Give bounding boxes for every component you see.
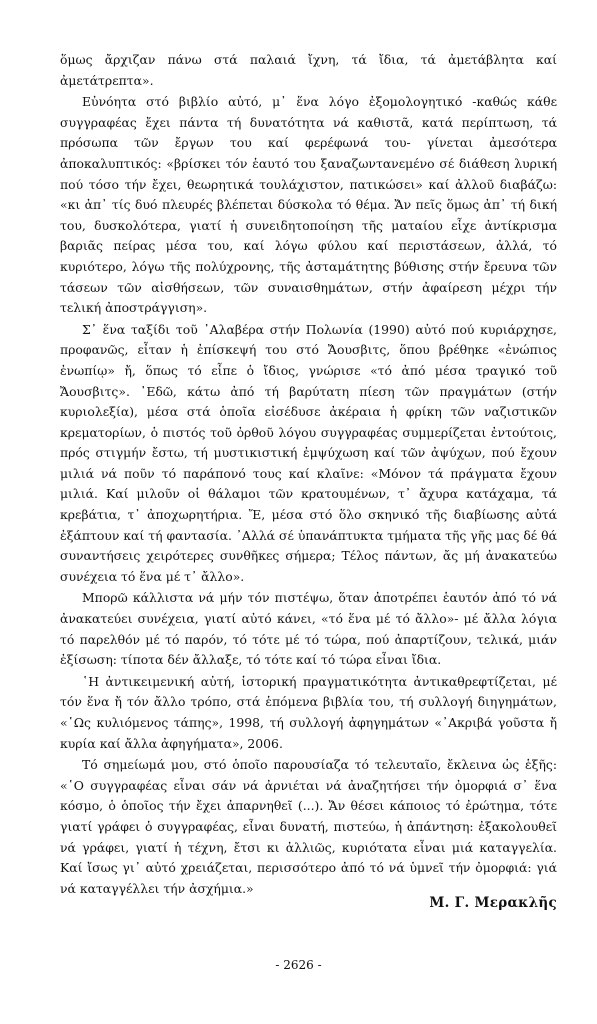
paragraph-3: Σ᾽ ἕνα ταξίδι τοῦ ᾽Αλαβέρα στήν Πολωνία (1990) αὐτό πού κυριάρχησε, προφανῶς, εἶταν ἡ ἐπίσκεψή του στό Ἄουσβιτς, ὅπου βρέθηκε «ἐνώπιος ἐνωπίῳ» ἤ, ὅπως τό εἶπε ὁ ἴδιος, γνώρισε «τό ἀπό μέσα τραγικό τοῦ Ἄουσβιτς». ᾽Εδῶ, κάτω ἀπό τή βαρύτατη πίεση τῶν πραγμάτων (στήν κυριολεξία), μέσα στά ὁποῖα εἰσέδυσε ἀκέραια ἡ φρίκη τῶν ναζιστικῶν κρεματορίων, ὁ πιστός τοῦ ὀρθοῦ λόγου συγγραφέας συμμερίζεται ἐντούτοις, πρός στιγμήν ἔστω, τή μυστικιστική ἐμψύχωση καί τῶν ἀψύχων, πού ἔχουν μιλιά νά ποῦν τό παράπονό τους καί κλαῖνε: «Μόνον τά πράγματα ἔχουν μιλιά. Καί μιλοῦν οἱ θάλαμοι τῶν κρατουμένων, τ᾽ ἄχυρα κατάχαμα, τά κρεβάτια, τ᾽ ἀποχωρητήρια. Ἔ, μέσα στό ὅλο σκηνικό τῆς διαβίωσης αὐτά ἐξάπτουν καί τή φαντασία. ᾽Αλλά σέ ὑπανάπτυκτα τμήματα τῆς γῆς μας δέ θά συναντήσεις χειρότερες συνθῆκες σήμερα; Τέλος πάντων, ἄς μή ἀνακατεύω συνέχεια τό ἕνα μέ τ᾽ ἄλλο». <box>60 321 557 584</box>
paragraph-1: ὅμως ἄρχιζαν πάνω στά παλαιά ἴχνη, τά ἴδια, τά ἀμετάβλητα καί ἀμετάτρεπτα». <box>60 52 557 88</box>
paragraph-6: Τό σημείωμά μου, στό ὁποῖο παρουσίαζα τό τελευταῖο, ἔκλεινα ὡς ἑξῆς: «῾Ο συγγραφέας εἶναι σάν νά ἀρνιέται νά ἀναζητήσει τήν ὀμορφιά σ᾽ ἕνα κόσμο, ὁ ὁποῖος τήν ἔχει ἀπαρνηθεῖ (...). Ἄν θέσει κάποιος τό ἐρώτημα, τότε γιατί γράφει ὁ συγγραφέας, εἶναι δυνατή, πιστεύω, ἡ ἀπάντηση: ἐξακολουθεῖ νά γράφει, γιατί ἡ τέχνη, ἔτσι κι ἀλλιῶς, κυριότατα εἶναι μιά καταγγελία. Καί ἴσως γι᾽ αὐτό χρειάζεται, περισσότερο ἀπό τό νά ὑμνεῖ τήν ὀμορφιά: γιά νά καταγγέλλει τήν ἀσχήμια.» <box>60 757 557 896</box>
paragraph-5: ῾Η ἀντικειμενική αὐτή, ἱστορική πραγματικότητα ἀντικαθρεφτίζεται, μέ τόν ἕνα ἤ τόν ἄλλο τρόπο, στά ἑπόμενα βιβλία του, τή συλλογή διηγημάτων, «῾Ως κυλιόμενος τάπης», 1998, τή συλλογή ἀφηγημάτων «᾽Ακριβά γοῦστα ἤ κυρία καί ἄλλα ἀφηγήματα», 2006. <box>60 673 557 751</box>
paragraph-2: Εὐνόητα στό βιβλίο αὐτό, μ᾽ ἕνα λόγο ἐξομολογητικό -καθώς κάθε συγγραφέας ἔχει πάντα τή δυνατότητα νά καθιστᾶ, κατά περίπτωση, τά πρόσωπα τῶν ἔργων του καί φερέφωνά του- γίνεται ἀμεσότερα ἀποκαλυπτικός: «βρίσκει τόν ἑαυτό του ξαναζωντανεμένο σέ διάθεση λυρική πού τόσο τήν ἔχει, θεωρητικά τουλάχιστον, πατικώσει» καί ἀλλοῦ διαβάζω: «κι ἀπ᾽ τίς δυό πλευρές βλέπεται δύσκολα τό θέμα. Ἄν πεῖς ὅμως ἀπ᾽ τή δική του, δυσκολότερα, γιατί ἡ συνειδητοποίηση τῆς ματαίου εἶχε ἀντίκρισμα βαριᾶς πείρας μέσα του, καί λόγω φύλου καί περιστάσεων, ἀλλά, τό κυριότερο, λόγω τῆς πολύχρονης, τῆς ἀσταμάτητης βύθισης στήν ἔρευνα τῶν τάσεων τῶν αἰσθήσεων, τῶν συναισθημάτων, στήν ἀφαίρεση μέχρι τήν τελική ἀποστράγγιση». <box>60 94 557 316</box>
page-number: - 2626 - <box>275 958 322 972</box>
document-body <box>60 50 557 899</box>
author-signature: Μ. Γ. Μερακλῆς <box>429 895 557 911</box>
paragraph-4: Μπορῶ κάλλιστα νά μήν τόν πιστέψω, ὅταν ἀποτρέπει ἑαυτόν ἀπό τό νά ἀνακατεύει συνέχεια, γιατί αὐτό κάνει, «τό ἕνα μέ τό ἄλλο»- μέ ἄλλα λόγια τό παρελθόν μέ τό παρόν, τό τότε μέ τό τώρα, πού ἀπαρτίζουν, τελικά, μιάν ἐξίσωση: τίποτα δέν ἄλλαξε, τό τότε καί τό τώρα εἶναι ἴδια. <box>60 590 557 668</box>
